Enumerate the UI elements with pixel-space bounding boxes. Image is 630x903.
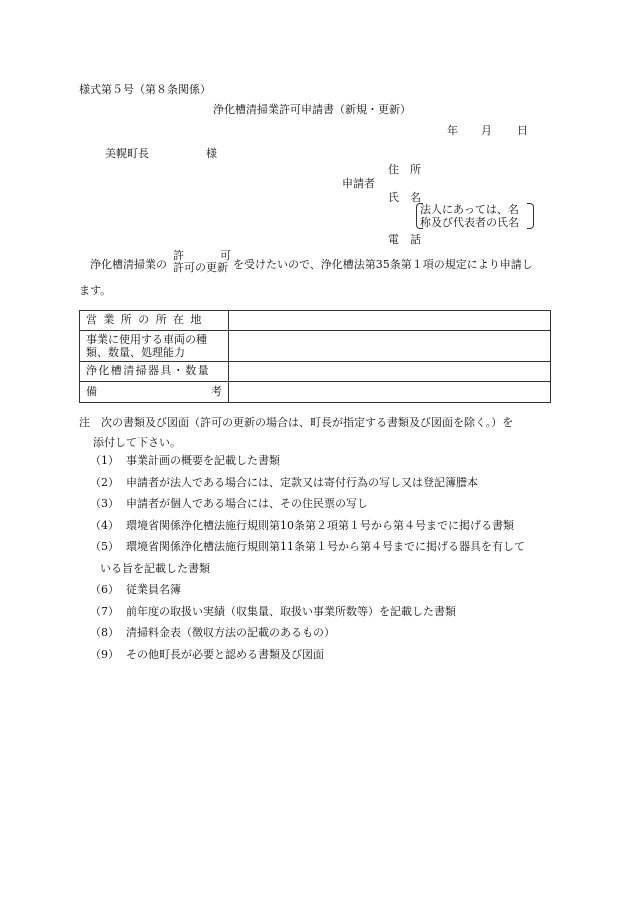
list-item: （8） 清掃料金表（徴収方法の記載のあるもの） <box>90 626 335 639</box>
body-prefix: 浄化槽清掃業の <box>90 258 167 271</box>
office-location-label: 営業所の所在地 <box>80 311 229 331</box>
form-number: 様式第５号（第８条関係） <box>79 83 211 96</box>
corporate-note-line1: 法人にあっては、名 <box>420 203 519 216</box>
list-item: （5） 環境省関係浄化槽法施行規則第11条第１号から第４号までに掲げる器具を有して <box>90 540 525 553</box>
left-bracket <box>416 203 423 229</box>
list-item: （4） 環境省関係浄化槽法施行規則第10条第２項第１号から第４号までに掲げる書類 <box>90 518 514 532</box>
body-suffix: を受けたいので、浄化槽法第35条第１項の規定により申請し <box>233 258 533 271</box>
body-continuation: ます。 <box>79 284 112 297</box>
remarks-label-right: 考 <box>211 384 223 398</box>
applicant-name-label: 氏 名 <box>388 191 421 204</box>
addressee-name: 美幌町長 <box>105 147 149 160</box>
table-row <box>80 382 551 403</box>
cleaning-equipment-label: 浄化槽清掃器具・数量 <box>80 362 229 382</box>
list-item: （7） 前年度の取扱い実績（収集量、取扱い事業所数等）を記載した書類 <box>90 604 456 618</box>
permit-lower: 許可の更新 <box>173 261 228 274</box>
office-location-value[interactable] <box>229 311 551 331</box>
remarks-value[interactable] <box>229 382 551 403</box>
right-bracket <box>527 203 534 229</box>
vehicle-info-line1: 事業に使用する車両の種 <box>86 333 207 346</box>
list-item: （9） その他町長が必要と認める書類及び図面 <box>90 647 324 661</box>
permit-upper-right: 可 <box>220 249 231 262</box>
remarks-label-left: 備 <box>86 384 97 398</box>
vehicle-info-line2: 類、数量、処理能力 <box>86 346 185 359</box>
applicant-address-label: 住 所 <box>388 163 421 176</box>
vehicle-info-label <box>80 331 229 362</box>
addressee-honorific: 様 <box>206 147 217 160</box>
page-title: 浄化槽清掃業許可申請書（新規・更新） <box>213 103 411 116</box>
table-row <box>80 331 551 362</box>
permit-upper-left: 許 <box>173 249 184 262</box>
list-item: （6） 従業員名簿 <box>90 583 181 596</box>
remarks-label <box>80 382 229 403</box>
date-year: 年 <box>447 124 458 137</box>
note-line2: 添付して下さい。 <box>93 436 181 449</box>
date-month: 月 <box>481 124 492 137</box>
list-item: （3） 申請者が個人である場合には、その住民票の写し <box>90 497 368 510</box>
corporate-note <box>420 203 530 229</box>
note-line1: 注 次の書類及び図面（許可の更新の場合は、町長が指定する書類及び図面を除く。）を <box>79 416 514 429</box>
permit-choice <box>173 250 231 274</box>
cleaning-equipment-value[interactable] <box>229 362 551 382</box>
corporate-note-line2: 称及び代表者の氏名 <box>420 216 519 229</box>
table-row <box>80 311 551 331</box>
date-day: 日 <box>517 124 528 137</box>
vehicle-info-value[interactable] <box>229 331 551 362</box>
required-documents-list <box>90 454 560 669</box>
applicant-label: 申請者 <box>342 177 375 190</box>
table-row <box>80 362 551 382</box>
list-item: （1） 事業計画の概要を記載した書類 <box>90 454 280 467</box>
list-item: （2） 申請者が法人である場合には、定款又は寄付行為の写し又は登記簿謄本 <box>90 475 478 489</box>
business-info-table <box>79 310 551 403</box>
list-item-continuation: いる旨を記載した書類 <box>100 561 210 575</box>
applicant-phone-label: 電 話 <box>388 233 421 246</box>
